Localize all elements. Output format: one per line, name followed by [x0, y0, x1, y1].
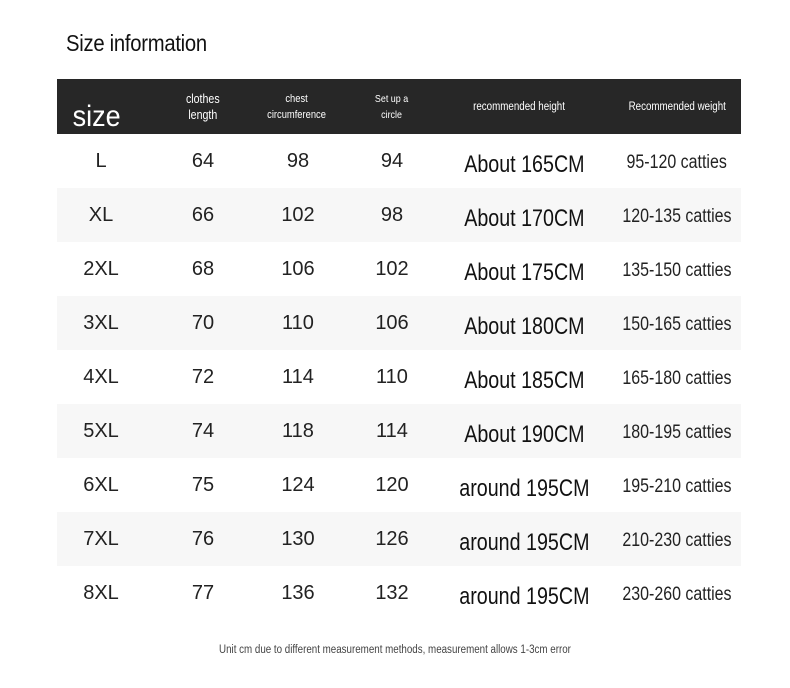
- recommended-height-cell: [447, 404, 602, 458]
- recommended-weight-cell: [605, 296, 749, 350]
- header-recommended-height: [452, 79, 587, 134]
- size-cell: L: [95, 149, 107, 172]
- set-up-circle-cell: 132: [375, 581, 409, 604]
- header-weight-label: Recommended weight: [628, 100, 726, 113]
- table-row: [57, 458, 741, 512]
- size-cell: 3XL: [83, 311, 119, 334]
- header-setup-line2: circle: [381, 108, 403, 121]
- recommended-height-cell-text: About 165CM: [464, 151, 585, 178]
- recommended-weight-cell: [605, 134, 749, 188]
- recommended-weight-cell: [605, 188, 749, 242]
- header-set-up-circle: [357, 79, 427, 134]
- size-cell: 6XL: [83, 473, 119, 496]
- recommended-height-cell-text: around 195CM: [459, 529, 590, 556]
- recommended-height-cell-text: About 170CM: [464, 205, 585, 232]
- recommended-height-cell-text: About 190CM: [464, 421, 585, 448]
- header-recommended-weight: [607, 79, 747, 134]
- set-up-circle-cell: 94: [380, 149, 404, 172]
- recommended-weight-cell-text: 120-135 catties: [622, 206, 732, 227]
- set-up-circle-cell: 114: [376, 419, 408, 442]
- table-row: [57, 296, 741, 350]
- header-chest-circumference: [252, 79, 342, 134]
- header-clothes-length-line2: length: [188, 107, 218, 122]
- size-cell: XL: [88, 203, 114, 226]
- clothes-length-cell: 66: [191, 203, 215, 226]
- clothes-length-cell: 77: [191, 581, 215, 604]
- footnote: [0, 644, 790, 656]
- page-title: Size information: [66, 30, 207, 56]
- recommended-weight-cell: [605, 350, 749, 404]
- table-body: [57, 134, 741, 620]
- clothes-length-cell: 72: [191, 365, 215, 388]
- set-up-circle-cell: 102: [375, 257, 409, 280]
- table-row: [57, 188, 741, 242]
- size-cell: 8XL: [83, 581, 119, 604]
- set-up-circle-cell: 120: [375, 473, 409, 496]
- header-clothes-length: [161, 79, 245, 134]
- recommended-weight-cell: [605, 566, 749, 620]
- set-up-circle-cell: 106: [375, 311, 409, 334]
- recommended-weight-cell-text: 210-230 catties: [622, 530, 732, 551]
- recommended-height-cell-text: About 185CM: [464, 367, 585, 394]
- chest-circumference-cell: 118: [282, 419, 314, 442]
- recommended-height-cell: [447, 512, 602, 566]
- table-row: [57, 242, 741, 296]
- table-row: [57, 566, 741, 620]
- size-table: [57, 79, 741, 620]
- recommended-weight-cell-text: 165-180 catties: [622, 368, 732, 389]
- size-cell: 2XL: [83, 257, 119, 280]
- chest-circumference-cell: 98: [286, 149, 310, 172]
- chest-circumference-cell: 136: [281, 581, 315, 604]
- chest-circumference-cell: 130: [281, 527, 315, 550]
- recommended-weight-cell-text: 135-150 catties: [622, 260, 732, 281]
- recommended-height-cell-text: About 180CM: [464, 313, 585, 340]
- recommended-height-cell: [447, 566, 602, 620]
- recommended-height-cell: [447, 350, 602, 404]
- recommended-weight-cell-text: 195-210 catties: [622, 476, 732, 497]
- recommended-height-cell: [447, 188, 602, 242]
- header-clothes-length-line1: clothes: [186, 91, 220, 106]
- size-cell: 4XL: [83, 365, 119, 388]
- chest-circumference-cell: 106: [281, 257, 315, 280]
- chest-circumference-cell: 124: [281, 473, 315, 496]
- recommended-weight-cell-text: 150-165 catties: [622, 314, 732, 335]
- clothes-length-cell: 64: [191, 149, 215, 172]
- recommended-weight-cell: [605, 242, 749, 296]
- header-chest-line1: chest: [285, 92, 309, 105]
- set-up-circle-cell: 126: [375, 527, 409, 550]
- recommended-height-cell-text: around 195CM: [459, 475, 590, 502]
- footnote-text: Unit cm due to different measurement methods, measurement allows 1-3cm error: [219, 644, 571, 656]
- header-size-label: size: [72, 100, 122, 133]
- recommended-height-cell-text: around 195CM: [459, 583, 590, 610]
- recommended-height-cell-text: About 175CM: [464, 259, 585, 286]
- chest-circumference-cell: 114: [282, 365, 314, 388]
- clothes-length-cell: 68: [191, 257, 215, 280]
- recommended-weight-cell-text: 180-195 catties: [622, 422, 732, 443]
- size-cell: 7XL: [83, 527, 119, 550]
- recommended-weight-cell-text: 230-260 catties: [622, 584, 732, 605]
- table-row: [57, 404, 741, 458]
- recommended-weight-cell: [605, 404, 749, 458]
- recommended-height-cell: [447, 134, 602, 188]
- recommended-weight-cell: [605, 458, 749, 512]
- table-header: [57, 79, 741, 134]
- recommended-height-cell: [447, 242, 602, 296]
- chest-circumference-cell: 110: [282, 311, 314, 334]
- clothes-length-cell: 74: [191, 419, 215, 442]
- clothes-length-cell: 76: [191, 527, 215, 550]
- header-size: [57, 79, 137, 134]
- recommended-height-cell: [447, 296, 602, 350]
- set-up-circle-cell: 98: [380, 203, 404, 226]
- set-up-circle-cell: 110: [376, 365, 408, 388]
- recommended-weight-cell-text: 95-120 catties: [626, 152, 728, 173]
- recommended-height-cell: [447, 458, 602, 512]
- recommended-weight-cell: [605, 512, 749, 566]
- table-row: [57, 350, 741, 404]
- size-cell: 5XL: [83, 419, 119, 442]
- header-chest-line2: circumference: [267, 108, 327, 121]
- table-row: [57, 512, 741, 566]
- header-height-label: recommended height: [473, 100, 566, 113]
- clothes-length-cell: 75: [191, 473, 215, 496]
- header-setup-line1: Set up a: [375, 92, 409, 105]
- clothes-length-cell: 70: [191, 311, 215, 334]
- table-row: [57, 134, 741, 188]
- chest-circumference-cell: 102: [281, 203, 315, 226]
